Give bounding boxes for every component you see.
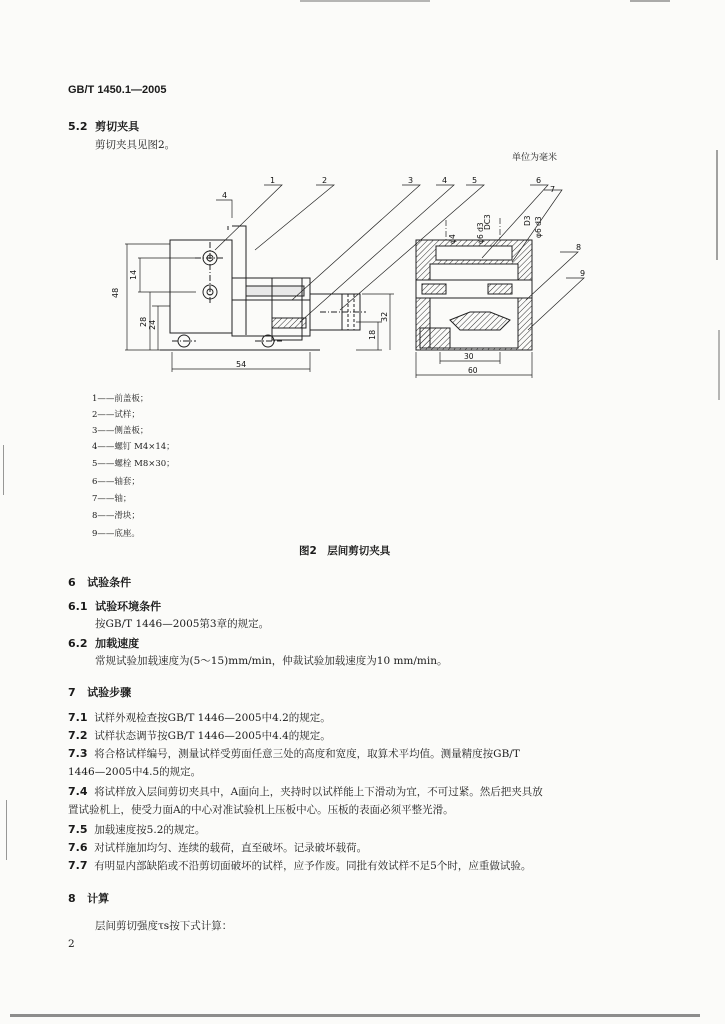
section-6-2-text: 常规试验加载速度为(5～15)mm/min，仲裁试验加载速度为10 mm/min。 bbox=[95, 655, 448, 667]
section-number: 6 bbox=[68, 576, 76, 589]
dim-60: 60 bbox=[468, 366, 478, 375]
clause-7-3 bbox=[68, 746, 520, 761]
section-title: 计算 bbox=[87, 892, 110, 905]
legend-item: 9——底座。 bbox=[92, 529, 140, 539]
clause-text: 试样状态调节按GB/T 1446—2005中4.4的规定。 bbox=[94, 730, 331, 742]
callout-7: 7 bbox=[550, 185, 556, 194]
dim-18: 18 bbox=[368, 329, 377, 340]
callout-3: 3 bbox=[408, 176, 414, 185]
clause-text: 将试样放入层间剪切夹具中，A面向上，夹持时以试样能上下滑动为宜，不可过紧。然后把夹具放 bbox=[94, 786, 543, 798]
legend-item: 6——轴套； bbox=[92, 477, 140, 487]
clause-7-3-continued: 1446—2005中4.5的规定。 bbox=[68, 766, 202, 778]
clause-number: 7.5 bbox=[68, 823, 88, 836]
dim-48: 48 bbox=[111, 287, 120, 298]
clause-7-6 bbox=[68, 840, 367, 855]
figure-caption: 图2 层间剪切夹具 bbox=[299, 545, 391, 557]
legend-item: 3——侧盖板； bbox=[92, 426, 149, 436]
callout-4: 4 bbox=[442, 176, 448, 185]
section-title: 剪切夹具 bbox=[95, 120, 140, 133]
callout-1: 1 bbox=[270, 176, 276, 185]
clause-number: 7.2 bbox=[68, 729, 88, 742]
dim-14: 14 bbox=[129, 269, 138, 280]
dim-24: 24 bbox=[148, 319, 157, 330]
clause-text: 加载速度按5.2的规定。 bbox=[94, 824, 206, 836]
unit-note: 单位为毫米 bbox=[512, 153, 558, 163]
clause-7-5 bbox=[68, 822, 205, 837]
dim-phi4: φ4 bbox=[448, 234, 457, 244]
section-5-2-text: 剪切夹具见图2。 bbox=[95, 139, 176, 151]
clause-text: 试样外观检查按GB/T 1446—2005中4.2的规定。 bbox=[94, 712, 331, 724]
section-number: 6.2 bbox=[68, 637, 88, 650]
clause-number: 7.6 bbox=[68, 841, 88, 854]
callout-9: 9 bbox=[580, 269, 586, 278]
callout-8: 8 bbox=[576, 243, 582, 252]
callout-2: 2 bbox=[322, 176, 328, 185]
clause-7-4-continued: 置试验机上，使受力面A的中心对准试验机上压板中心。压板的表面必须平整光滑。 bbox=[68, 804, 454, 816]
clause-7-1 bbox=[68, 710, 331, 725]
clause-text: 有明显内部缺陷或不沿剪切面破坏的试样，应予作废。同批有效试样不足5个时，应重做试验。 bbox=[94, 860, 532, 872]
section-6-heading bbox=[68, 574, 131, 590]
callout-5: 5 bbox=[472, 176, 478, 185]
clause-number: 7.4 bbox=[68, 785, 88, 798]
front-plate-outline bbox=[170, 240, 232, 333]
dim-d3: D3 bbox=[523, 215, 532, 226]
legend-item: 4——螺钉 M4×14； bbox=[92, 442, 175, 452]
section-title: 试验环境条件 bbox=[95, 600, 162, 613]
dim-phi6-d3-right: φ6 d3 bbox=[534, 216, 543, 238]
callout-6: 6 bbox=[536, 176, 542, 185]
section-6-2-heading bbox=[68, 635, 139, 651]
dim-54: 54 bbox=[236, 360, 247, 369]
dim-32: 32 bbox=[380, 311, 389, 322]
dim-28: 28 bbox=[139, 316, 148, 327]
dim-30: 30 bbox=[464, 352, 474, 361]
section-8-heading bbox=[68, 890, 109, 906]
section-8-text: 层间剪切强度τs按下式计算： bbox=[95, 920, 233, 932]
legend-item: 5——螺栓 M8×30； bbox=[92, 459, 175, 469]
dim-phi6-d3: φ6 d3 bbox=[476, 222, 485, 244]
clause-7-7 bbox=[68, 858, 531, 873]
clause-number: 7.3 bbox=[68, 747, 88, 760]
dim-dc3: DC3 bbox=[483, 214, 492, 230]
section-6-1-text: 按GB/T 1446—2005第3章的规定。 bbox=[95, 618, 270, 630]
section-title: 试验条件 bbox=[87, 576, 132, 589]
section-6-1-heading bbox=[68, 598, 161, 614]
legend-item: 8——滑块； bbox=[92, 511, 140, 521]
shear-fixture-drawing bbox=[0, 0, 725, 390]
page-number: 2 bbox=[68, 938, 75, 950]
clause-text: 将合格试样编号，测量试样受剪面任意三处的高度和宽度，取算术平均值。测量精度按GB/T bbox=[94, 748, 520, 760]
clause-7-4 bbox=[68, 784, 543, 799]
legend-item: 1——前盖板； bbox=[92, 394, 149, 404]
clause-7-2 bbox=[68, 728, 331, 743]
section-7-heading bbox=[68, 684, 131, 700]
section-number: 8 bbox=[68, 892, 76, 905]
section-title: 试验步骤 bbox=[87, 686, 132, 699]
standard-id: GB/T 1450.1—2005 bbox=[68, 84, 167, 96]
specimen-drawing bbox=[246, 286, 304, 296]
section-number: 6.1 bbox=[68, 600, 88, 613]
legend-item: 7——轴； bbox=[92, 494, 132, 504]
clause-number: 7.7 bbox=[68, 859, 88, 872]
callout-4-left: 4 bbox=[222, 191, 228, 200]
section-number: 5.2 bbox=[68, 120, 88, 133]
section-title: 加载速度 bbox=[95, 637, 140, 650]
clause-number: 7.1 bbox=[68, 711, 88, 724]
legend-item: 2——试样； bbox=[92, 410, 140, 420]
clause-text: 对试样施加均匀、连续的载荷，直至破坏。记录破坏载荷。 bbox=[94, 842, 368, 854]
section-number: 7 bbox=[68, 686, 76, 699]
